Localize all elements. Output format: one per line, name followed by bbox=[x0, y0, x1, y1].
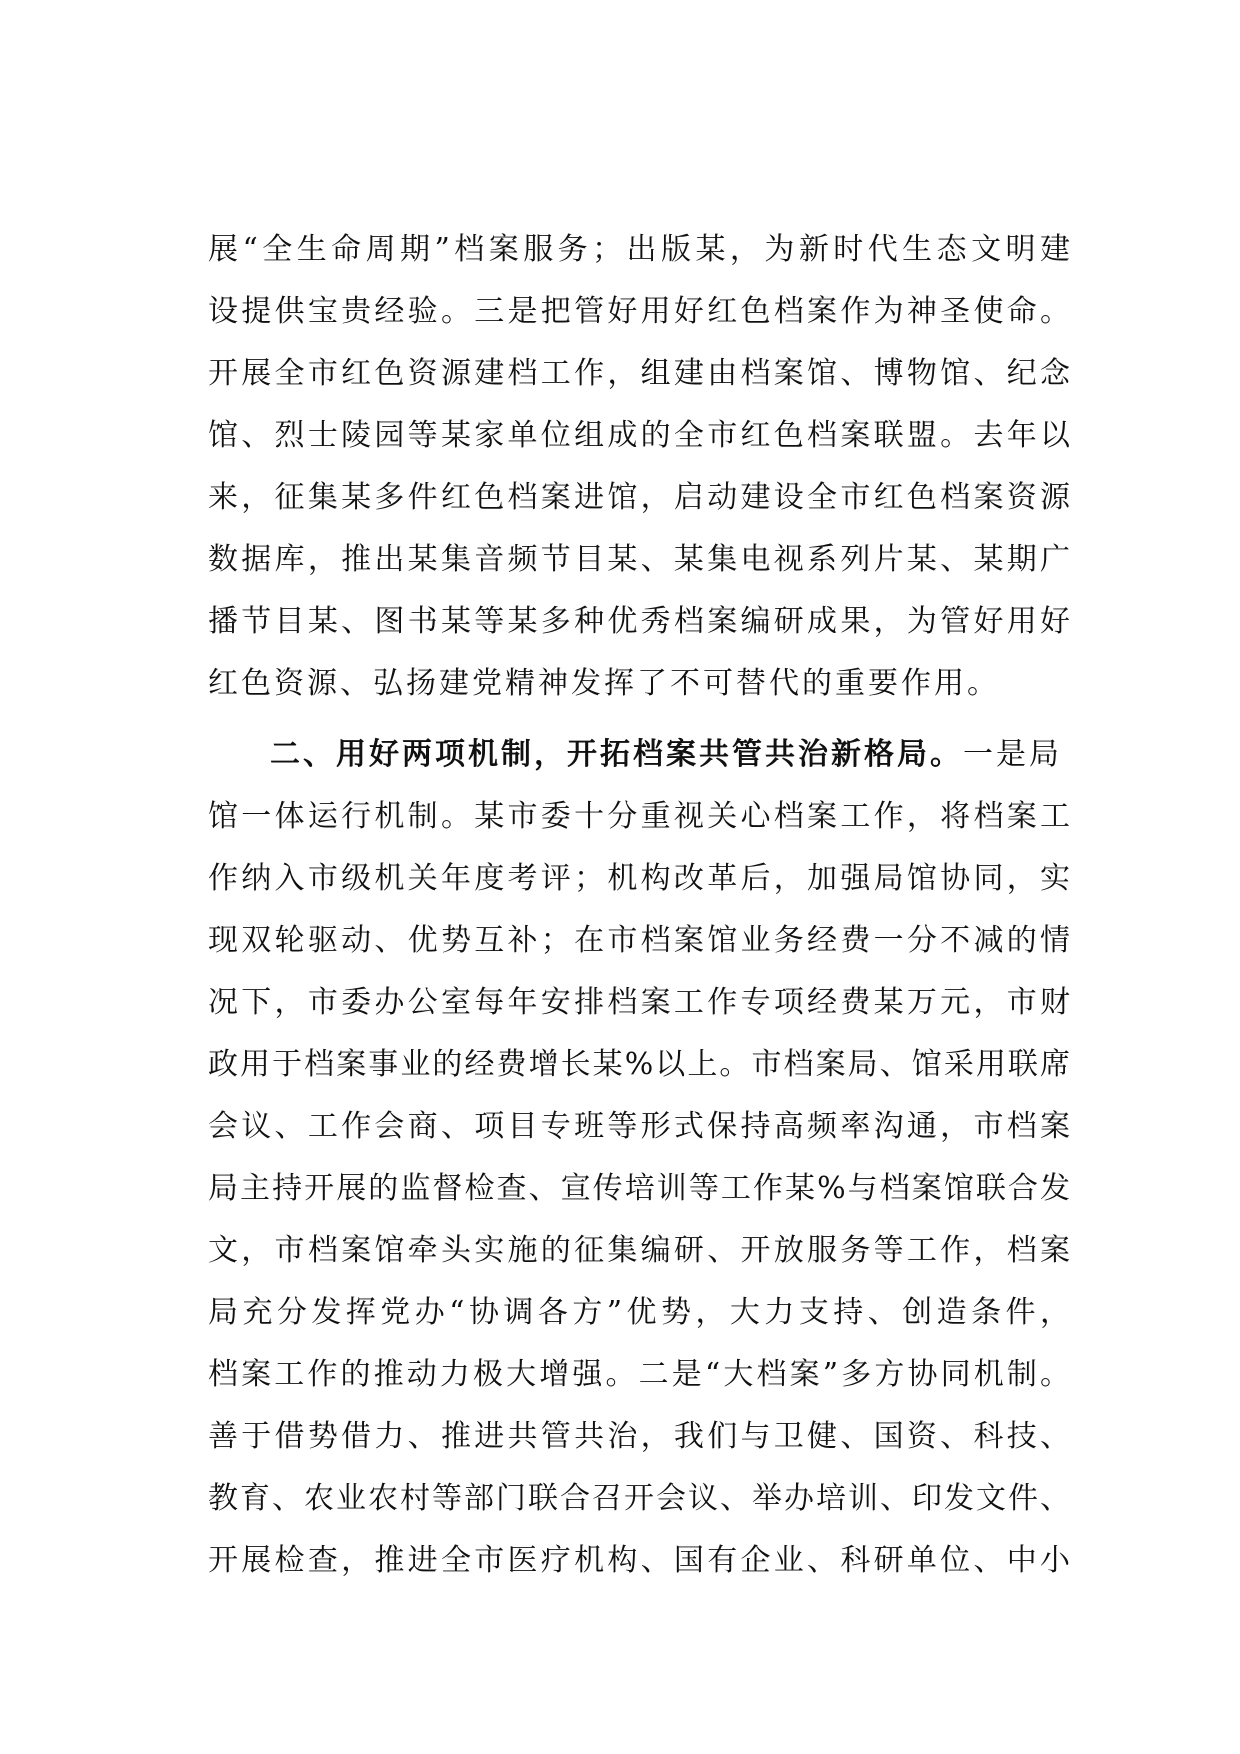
text-line: 局主持开展的监督检查、宣传培训等工作某%与档案馆联合发 bbox=[208, 1171, 1070, 1206]
text-line: 况下，市委办公室每年安排档案工作专项经费某万元，市财 bbox=[208, 985, 1070, 1020]
paragraph-1 bbox=[208, 225, 1070, 721]
text-line: 档案工作的推动力极大增强。二是“大档案”多方协同机制。 bbox=[208, 1357, 1070, 1392]
text-line: 文，市档案馆牵头实施的征集编研、开放服务等工作，档案 bbox=[208, 1233, 1070, 1268]
text-line: 局充分发挥党办“协调各方”优势，大力支持、创造条件， bbox=[208, 1295, 1070, 1330]
body-text bbox=[208, 225, 1070, 1598]
text-line: 开展全市红色资源建档工作，组建由档案馆、博物馆、纪念 bbox=[208, 356, 1070, 391]
text-line: 善于借势借力、推进共管共治，我们与卫健、国资、科技、 bbox=[208, 1419, 1070, 1454]
text-line: 馆一体运行机制。某市委十分重视关心档案工作，将档案工 bbox=[208, 799, 1070, 834]
section-heading-line bbox=[208, 730, 1070, 792]
text-line: 现双轮驱动、优势互补；在市档案馆业务经费一分不减的情 bbox=[208, 923, 1070, 958]
heading-trailing-text: 一是局 bbox=[963, 737, 1062, 772]
text-line: 作纳入市级机关年度考评；机构改革后，加强局馆协同，实 bbox=[208, 861, 1070, 896]
paragraph-2 bbox=[208, 730, 1070, 1598]
text-line: 红色资源、弘扬建党精神发挥了不可替代的重要作用。 bbox=[208, 666, 1000, 701]
text-line: 开展检查，推进全市医疗机构、国有企业、科研单位、中小 bbox=[208, 1543, 1070, 1578]
text-line: 政用于档案事业的经费增长某%以上。市档案局、馆采用联席 bbox=[208, 1047, 1070, 1082]
text-line: 来，征集某多件红色档案进馆，启动建设全市红色档案资源 bbox=[208, 480, 1070, 515]
text-line: 会议、工作会商、项目专班等形式保持高频率沟通，市档案 bbox=[208, 1109, 1070, 1144]
text-line: 播节目某、图书某等某多种优秀档案编研成果，为管好用好 bbox=[208, 604, 1070, 639]
text-line: 馆、烈士陵园等某家单位组成的全市红色档案联盟。去年以 bbox=[208, 418, 1070, 453]
text-line: 设提供宝贵经验。三是把管好用好红色档案作为神圣使命。 bbox=[208, 294, 1070, 329]
text-line: 教育、农业农村等部门联合召开会议、举办培训、印发文件、 bbox=[208, 1481, 1070, 1516]
text-line: 展“全生命周期”档案服务；出版某，为新时代生态文明建 bbox=[208, 232, 1070, 267]
text-line: 数据库，推出某集音频节目某、某集电视系列片某、某期广 bbox=[208, 542, 1070, 577]
section-heading: 二、用好两项机制，开拓档案共管共治新格局。 bbox=[270, 737, 963, 772]
